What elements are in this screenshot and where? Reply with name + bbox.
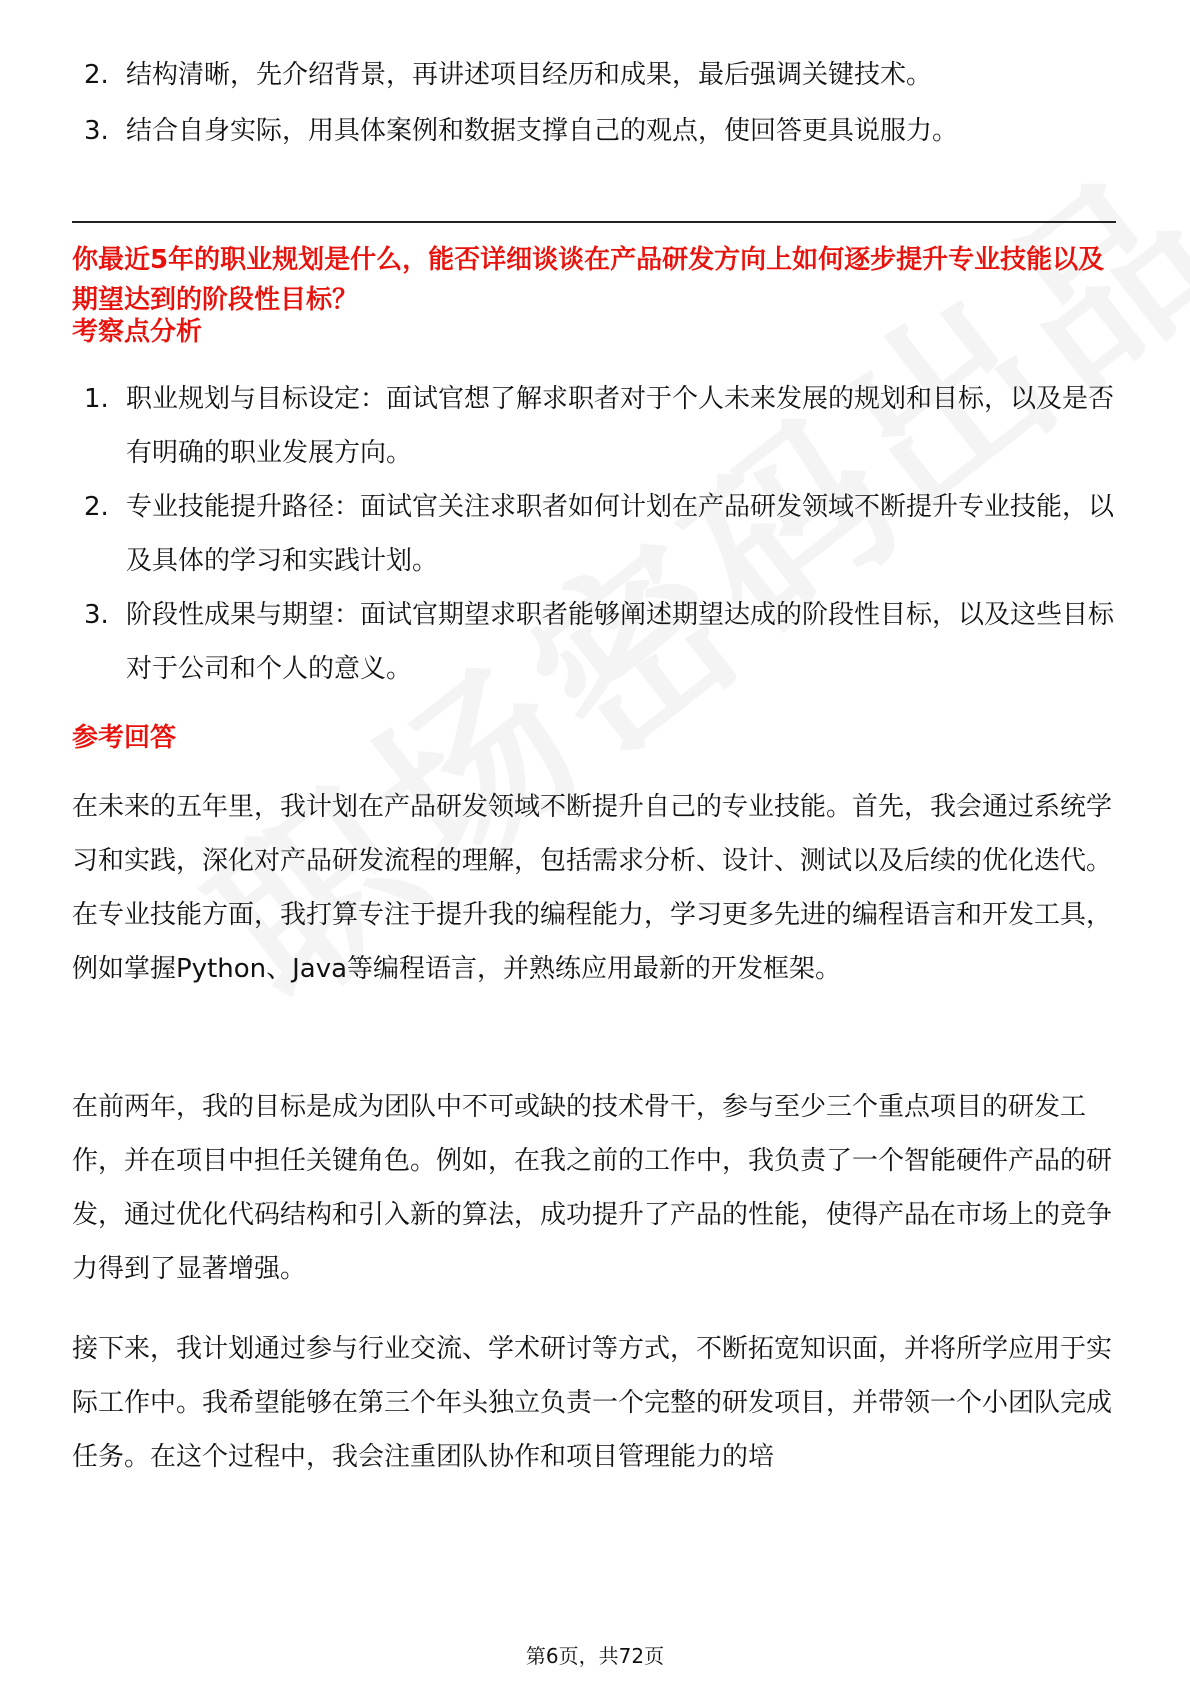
question-title: 你最近5年的职业规划是什么，能否详细谈谈在产品研发方向上如何逐步提升专业技能以及期望达到的阶段性目标？ [72, 245, 1105, 315]
analysis-item [84, 480, 1124, 588]
list-text: 专业技能提升路径：面试官关注求职者如何计划在产品研发领域不断提升专业技能，以及具体的学习和实践计划。 [126, 492, 1115, 576]
list-text: 结构清晰，先介绍背景，再讲述项目经历和成果，最后强调关键技术。 [126, 60, 933, 90]
list-item [84, 48, 1124, 102]
answer-heading: 参考回答 [72, 723, 177, 753]
analysis-item [84, 588, 1124, 696]
list-number: 3. [84, 600, 109, 630]
list-number: 1. [84, 384, 109, 414]
page-footer: 第6页，共72页 [525, 1644, 665, 1668]
section-divider [72, 221, 1116, 223]
list-text: 阶段性成果与期望：面试官期望求职者能够阐述期望达成的阶段性目标，以及这些目标对于公司和个人的意义。 [126, 600, 1115, 684]
analysis-heading: 考察点分析 [72, 317, 203, 347]
answer-paragraph: 在未来的五年里，我计划在产品研发领域不断提升自己的专业技能。首先，我会通过系统学习和实践，深化对产品研发流程的理解，包括需求分析、设计、测试以及后续的优化迭代。在专业技能方面，我打算专注于提升我的编程能力，学习更多先进的编程语言和开发工具，例如掌握Python、Java等编程语言，并熟练应用最新的开发框架。 [72, 792, 1113, 984]
analysis-item [84, 372, 1124, 480]
answer-paragraph: 在前两年，我的目标是成为团队中不可或缺的技术骨干，参与至少三个重点项目的研发工作，并在项目中担任关键角色。例如，在我之前的工作中，我负责了一个智能硬件产品的研发，通过优化代码结构和引入新的算法，成功提升了产品的性能，使得产品在市场上的竞争力得到了显著增强。 [72, 1092, 1113, 1284]
list-text: 结合自身实际，用具体案例和数据支撑自己的观点，使回答更具说服力。 [126, 116, 959, 146]
list-item [84, 104, 1124, 158]
list-text: 职业规划与目标设定：面试官想了解求职者对于个人未来发展的规划和目标，以及是否有明确的职业发展方向。 [126, 384, 1115, 468]
list-number: 2. [84, 492, 109, 522]
list-number: 3. [84, 116, 109, 146]
answer-paragraph: 接下来，我计划通过参与行业交流、学术研讨等方式，不断拓宽知识面，并将所学应用于实际工作中。我希望能够在第三个年头独立负责一个完整的研发项目，并带领一个小团队完成任务。在这个过程中，我会注重团队协作和项目管理能力的培 [72, 1334, 1113, 1472]
list-number: 2. [84, 60, 109, 90]
